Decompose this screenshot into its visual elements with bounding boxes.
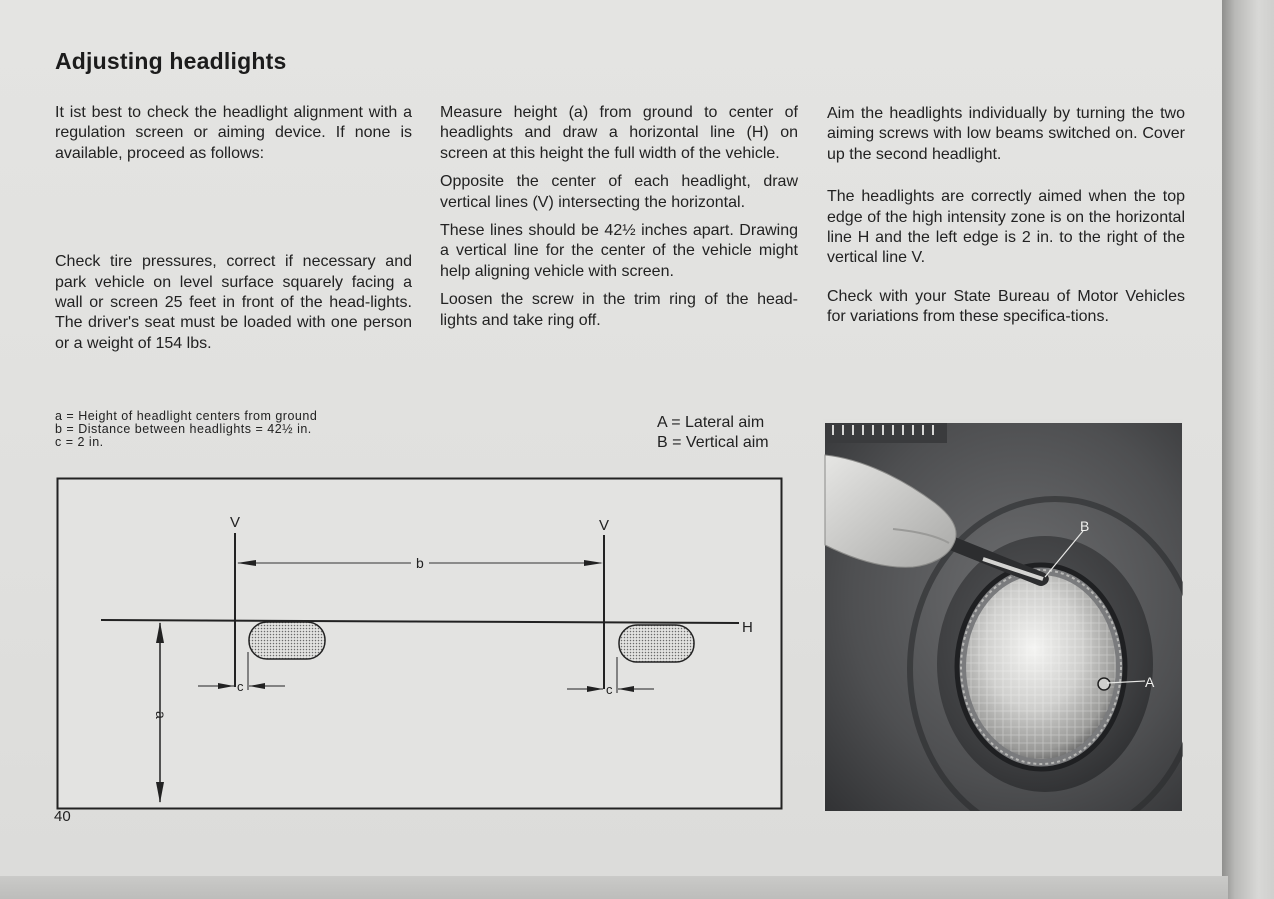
paragraph-intro: It ist best to check the headlight alignment with a regulation screen or aiming device. If none is available, proceed as follows: bbox=[55, 104, 412, 162]
lens-pattern bbox=[966, 575, 1116, 759]
label-h: H bbox=[742, 619, 753, 636]
aiming-diagram bbox=[56, 477, 784, 811]
headlight-photo bbox=[823, 419, 1183, 811]
lateral-aim-screw bbox=[1098, 678, 1110, 690]
label-a: a bbox=[153, 711, 169, 719]
paragraph-check-bureau: Check with your State Bureau of Motor Vehicles for variations from these specifica-tions. bbox=[827, 287, 1185, 326]
page-number: 40 bbox=[54, 808, 71, 825]
page-title: Adjusting headlights bbox=[55, 48, 287, 74]
diagram-legend bbox=[55, 410, 317, 449]
legend-vertical-aim: B = Vertical aim bbox=[657, 434, 769, 451]
label-b: b bbox=[416, 555, 424, 571]
headlight-zone-left bbox=[249, 622, 325, 659]
photo-label-b: B bbox=[1080, 518, 1090, 534]
label-c-left: c bbox=[237, 679, 244, 694]
legend-b: b = Distance between headlights = 42½ in. bbox=[55, 422, 312, 436]
text-column-3 bbox=[827, 104, 1185, 328]
label-c-right: c bbox=[606, 682, 613, 697]
paragraph-aim-individually: Aim the headlights individually by turning the two aiming screws with low beams switched on. Cover up the second headlight. bbox=[827, 105, 1185, 163]
photo-label-a: A bbox=[1145, 674, 1155, 690]
text-column-2 bbox=[440, 103, 798, 331]
paragraph-preparation: Check tire pressures, correct if necessary and park vehicle on level surface squarely facing a wall or screen 25 feet in front of the head-lights. The driver's seat must be loaded with one person or a weight of 154 lbs. bbox=[55, 253, 412, 352]
paragraph-measure-height: Measure height (a) from ground to center of headlights and draw a horizontal line (H) on screen at this height the full width of the vehicle. bbox=[440, 104, 798, 162]
text-column-1 bbox=[55, 103, 412, 354]
paragraph-trim-ring: Loosen the screw in the trim ring of the head-lights and take ring off. bbox=[440, 291, 798, 329]
legend-lateral-aim: A = Lateral aim bbox=[657, 414, 765, 431]
vent-grille bbox=[827, 423, 947, 443]
legend-c: c = 2 in. bbox=[55, 435, 104, 449]
page-bottom-edge bbox=[0, 876, 1228, 899]
headlight-zone-right bbox=[619, 625, 694, 662]
label-v-right: V bbox=[599, 517, 610, 534]
paragraph-correct-aim: The headlights are correctly aimed when the top edge of the high intensity zone is on the horizontal line H and the left edge is 2 in. to the right of the vertical line V. bbox=[827, 188, 1185, 267]
legend-a: a = Height of headlight centers from ground bbox=[55, 409, 318, 423]
label-v-left: V bbox=[230, 514, 241, 531]
paragraph-vertical-lines: Opposite the center of each headlight, draw vertical lines (V) intersecting the horizontal. bbox=[440, 173, 798, 211]
book-gutter bbox=[1222, 0, 1274, 899]
photo-legend bbox=[657, 413, 769, 453]
paragraph-line-spacing: These lines should be 42½ inches apart. Drawing a vertical line for the center of the vehicle might help aligning vehicle with screen. bbox=[440, 222, 798, 280]
